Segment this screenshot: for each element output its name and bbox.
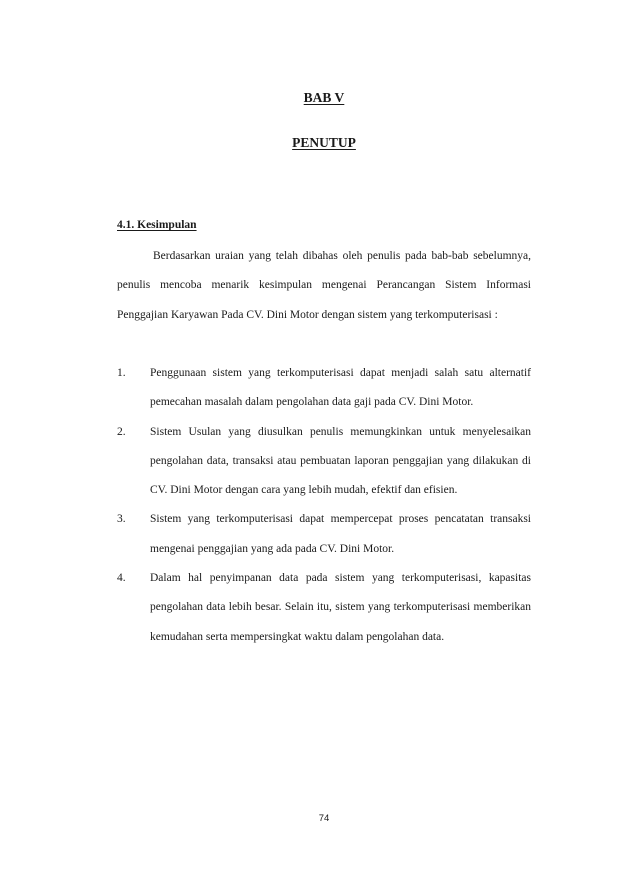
list-item-text: Dalam hal penyimpanan data pada sistem yang terkomputerisasi, kapasitas pengolahan data lebih besar. Selain itu, sistem yang terkomputerisasi memberikan kemudahan serta mempersingkat waktu dalam pengolahan data.	[150, 572, 531, 643]
chapter-title: BAB V	[303, 90, 345, 105]
list-item-text: Penggunaan sistem yang terkomputerisasi dapat menjadi salah satu alternatif pemecahan masalah dalam pengolahan data gaji pada CV. Dini Motor.	[150, 367, 531, 409]
intro-paragraph: Berdasarkan uraian yang telah dibahas oleh penulis pada bab-bab sebelumnya, penulis mencoba menarik kesimpulan mengenai Perancangan Sistem Informasi Penggajian Karyawan Pada CV. Dini Motor dengan sistem yang terkomputerisasi :	[117, 250, 531, 321]
list-item	[117, 418, 531, 506]
list-item	[117, 505, 531, 564]
list-item-number: 2.	[117, 425, 126, 438]
section-heading: 4.1. Kesimpulan	[117, 219, 197, 231]
conclusion-list	[117, 359, 531, 652]
list-item-text: Sistem yang terkomputerisasi dapat mempercepat proses pencatatan transaksi mengenai penggajian yang ada pada CV. Dini Motor.	[150, 513, 531, 555]
list-item-text: Sistem Usulan yang diusulkan penulis memungkinkan untuk menyelesaikan pengolahan data, transaksi atau pembuatan laporan penggajian yang dilakukan di CV. Dini Motor dengan cara yang lebih mudah, efektif dan efisien.	[150, 425, 531, 497]
page-number: 74	[318, 813, 330, 824]
chapter-subtitle: PENUTUP	[292, 135, 356, 150]
list-item	[117, 564, 531, 652]
list-item-number: 3.	[117, 513, 126, 526]
list-item-number: 4.	[117, 572, 126, 585]
list-item-number: 1.	[117, 367, 126, 379]
list-item	[117, 359, 531, 418]
